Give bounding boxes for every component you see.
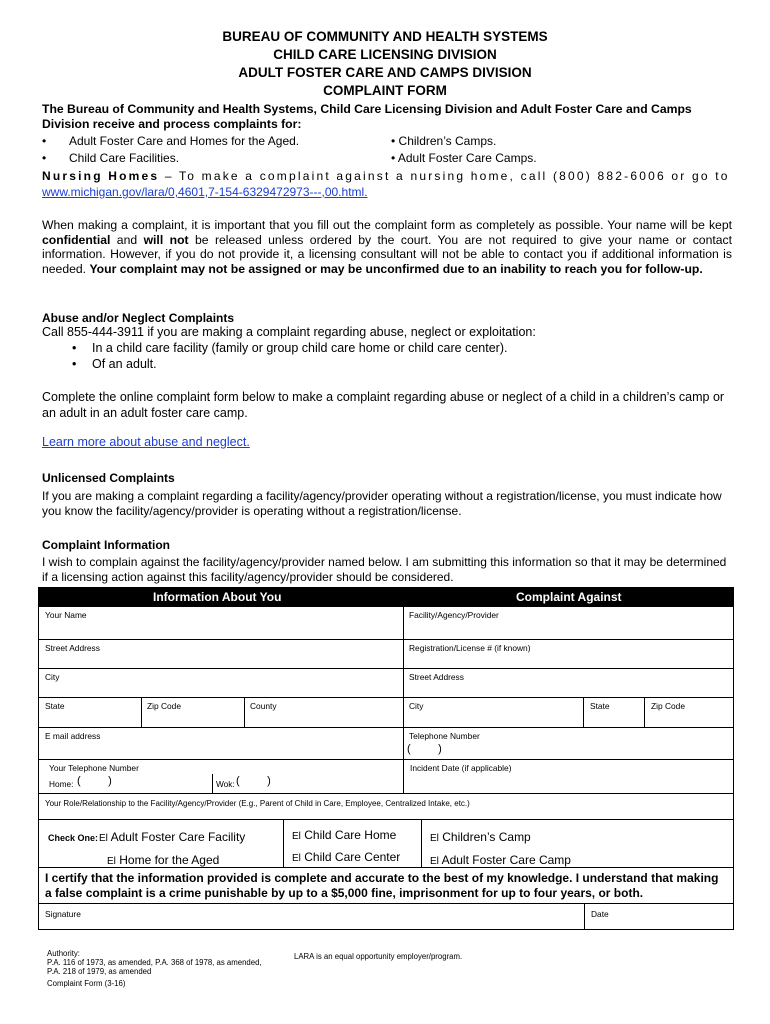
info-about-you-title: Information About You xyxy=(153,590,282,604)
zip-field[interactable] xyxy=(141,698,245,727)
complaint-info-heading: Complaint Information xyxy=(42,538,170,552)
form-row-signature xyxy=(39,903,733,929)
nursing-homes-link[interactable]: www.michigan.gov/lara/0,4601,7-154-6329472973---,00.html. xyxy=(42,185,368,199)
right-zip-label: Zip Code xyxy=(651,701,685,711)
right-state-field[interactable] xyxy=(583,698,645,727)
form-row-check-one xyxy=(39,819,733,867)
form-row-email xyxy=(39,727,733,759)
equal-opportunity-note: LARA is an equal opportunity employer/program. xyxy=(294,952,463,961)
option-childrens-camp[interactable] xyxy=(430,830,531,844)
form-row-city xyxy=(39,668,733,697)
your-name-field[interactable] xyxy=(39,607,403,639)
header-line-2: CHILD CARE LICENSING DIVISION xyxy=(273,47,497,62)
checkbox-icon: El xyxy=(292,831,301,842)
form-number: Complaint Form (3-16) xyxy=(47,979,126,988)
para-text: When making a complaint, it is important that you fill out the complaint form as completely as possible. Your name will be kept xyxy=(42,218,732,232)
complaint-info-text: I wish to complain against the facility/agency/provider named below. I am submitting this information so that it may be determined if a licensing action against this facility/agency/provider should be considered. xyxy=(42,555,727,584)
page-title: COMPLAINT FORM xyxy=(323,83,447,98)
city-field[interactable] xyxy=(39,669,403,697)
right-city-field[interactable] xyxy=(403,698,584,727)
intro-bullet-right: • Adult Foster Care Camps. xyxy=(391,151,537,165)
street-field[interactable] xyxy=(39,640,403,668)
incident-date-label: Incident Date (if applicable) xyxy=(410,763,512,773)
intro-bullet: • xyxy=(42,151,47,165)
certify-text: I certify that the information provided is complete and accurate to the best of my knowledge. I understand that making a false complaint is a crime punishable by up to a $5,000 fine, imprisonment for up to four years, or both. xyxy=(45,871,719,900)
right-city-label: City xyxy=(409,701,424,711)
option-label: Children’s Camp xyxy=(442,830,531,844)
form-title-bar xyxy=(39,587,733,607)
date-field[interactable] xyxy=(584,904,733,929)
your-telephone-label: Your Telephone Number xyxy=(49,763,139,773)
option-child-care-home[interactable] xyxy=(292,828,396,842)
nursing-homes-label: Nursing Homes xyxy=(42,169,160,183)
certify-row xyxy=(39,867,733,903)
checkbox-icon: El xyxy=(107,856,116,867)
county-label: County xyxy=(250,701,277,711)
street-label: Street Address xyxy=(45,643,100,653)
option-home-aged[interactable] xyxy=(107,853,219,867)
role-field[interactable] xyxy=(39,793,733,819)
check-col-3 xyxy=(421,820,733,867)
intro-bullet-text: Adult Foster Care and Homes for the Aged. xyxy=(69,134,300,148)
para-bold: Your complaint may not be assigned or may be unconfirmed due to an inability to reach you for follow-up. xyxy=(89,261,703,276)
confidentiality-paragraph xyxy=(42,218,732,276)
facility-label: Facility/Agency/Provider xyxy=(409,610,499,620)
option-afc-facility[interactable] xyxy=(99,830,245,844)
telephone-label: Telephone Number xyxy=(409,731,480,741)
intro-bullet: • xyxy=(42,134,47,148)
abuse-bullet: • xyxy=(72,341,77,355)
complaint-against-title: Complaint Against xyxy=(516,590,622,604)
abuse-heading: Abuse and/or Neglect Complaints xyxy=(42,311,235,325)
authority-acts-1: P.A. 116 of 1973, as amended, P.A. 368 of 1978, as amended, xyxy=(47,958,262,967)
header-line-1: BUREAU OF COMMUNITY AND HEALTH SYSTEMS xyxy=(222,29,548,44)
check-col-2 xyxy=(283,820,422,867)
zip-label: Zip Code xyxy=(147,701,181,711)
facility-field[interactable] xyxy=(403,607,733,639)
option-label: Child Care Center xyxy=(304,850,401,864)
nursing-homes-link-row xyxy=(42,185,368,200)
option-label: Home for the Aged xyxy=(119,853,220,867)
nursing-homes-line xyxy=(42,169,742,184)
role-label: Your Role/Relationship to the Facility/Agency/Provider (E.g., Parent of Child in Care, Employee, Centralized Intake, etc.) xyxy=(45,799,470,808)
work-label: Wok: xyxy=(216,779,235,789)
signature-label: Signature xyxy=(45,909,81,919)
right-street-field[interactable] xyxy=(403,669,733,697)
intro-bullet-right: • Children’s Camps. xyxy=(391,134,497,148)
nursing-homes-text: – To make a complaint against a nursing home, call (800) 882-6006 or go to xyxy=(159,169,730,183)
work-paren: ( ) xyxy=(236,775,271,787)
option-afc-camp[interactable] xyxy=(430,853,571,867)
signature-field[interactable] xyxy=(39,904,584,929)
form-row-state xyxy=(39,697,733,727)
learn-more-row xyxy=(42,434,250,450)
form-row-name xyxy=(39,607,733,639)
work-phone-field[interactable] xyxy=(212,774,404,793)
abuse-online: Complete the online complaint form below to make a complaint regarding abuse or neglect of a child in a children’s camp or an adult in an adult foster care camp. xyxy=(42,390,725,420)
incident-date-field[interactable] xyxy=(403,760,733,793)
option-label: Child Care Home xyxy=(304,828,397,842)
para-text: and xyxy=(110,232,144,247)
home-paren: ( ) xyxy=(77,775,112,787)
right-street-label: Street Address xyxy=(409,672,464,682)
para-bold: will not xyxy=(143,232,189,247)
intro-text: The Bureau of Community and Health Systems, Child Care Licensing Division and Adult Foster Care and Camps Division receive and process complaints for: xyxy=(42,102,692,131)
email-field[interactable] xyxy=(39,728,403,759)
state-label: State xyxy=(45,701,65,711)
option-label: Adult Foster Care Facility xyxy=(110,830,246,844)
unlicensed-text: If you are making a complaint regarding a facility/agency/provider operating without a registration/license, you must indicate how you know the facility/agency/provider is operating without a registration/license. xyxy=(42,489,722,518)
option-child-care-center[interactable] xyxy=(292,850,400,864)
county-field[interactable] xyxy=(244,698,404,727)
para-bold: confidential xyxy=(42,232,111,247)
checkbox-icon: El xyxy=(292,853,301,864)
para-text: be released unless ordered by the court. You are not required to give your name or contact information. However, if you do not provide it, a licensing consultant will not be able to contact you if additional information is needed. xyxy=(42,232,732,276)
authority-label: Authority: xyxy=(47,949,80,958)
your-name-label: Your Name xyxy=(45,610,87,620)
check-one-label: Check One: xyxy=(48,833,99,843)
home-phone-field[interactable] xyxy=(39,774,212,793)
right-state-label: State xyxy=(590,701,610,711)
checkbox-icon: El xyxy=(430,833,439,844)
abuse-bullet: • xyxy=(72,357,77,371)
unlicensed-heading: Unlicensed Complaints xyxy=(42,471,175,485)
form-row-address xyxy=(39,639,733,668)
checkbox-icon: El xyxy=(430,856,439,867)
home-label: Home: xyxy=(49,779,74,789)
complaint-form-table xyxy=(38,587,734,930)
telephone-paren: ( ) xyxy=(407,743,442,755)
right-zip-field[interactable] xyxy=(644,698,733,727)
email-label: E mail address xyxy=(45,731,101,741)
abuse-bullet-text: In a child care facility (family or group child care home or child care center). xyxy=(92,341,508,355)
registration-label: Registration/License # (if known) xyxy=(409,643,531,653)
date-label: Date xyxy=(591,909,609,919)
state-field[interactable] xyxy=(39,698,141,727)
intro-bullet-text: Child Care Facilities. xyxy=(69,151,180,165)
form-row-phone xyxy=(39,759,733,793)
authority-acts-2: P.A. 218 of 1979, as amended xyxy=(47,967,152,976)
option-label: Adult Foster Care Camp xyxy=(441,853,571,867)
telephone-field[interactable] xyxy=(403,728,733,759)
abuse-bullet-text: Of an adult. xyxy=(92,357,157,371)
registration-field[interactable] xyxy=(403,640,733,668)
header-line-3: ADULT FOSTER CARE AND CAMPS DIVISION xyxy=(238,65,532,80)
learn-more-link[interactable]: Learn more about abuse and neglect. xyxy=(42,435,250,449)
abuse-call: Call 855-444-3911 if you are making a complaint regarding abuse, neglect or exploitation: xyxy=(42,325,536,339)
city-label: City xyxy=(45,672,60,682)
checkbox-icon: El xyxy=(99,833,108,844)
